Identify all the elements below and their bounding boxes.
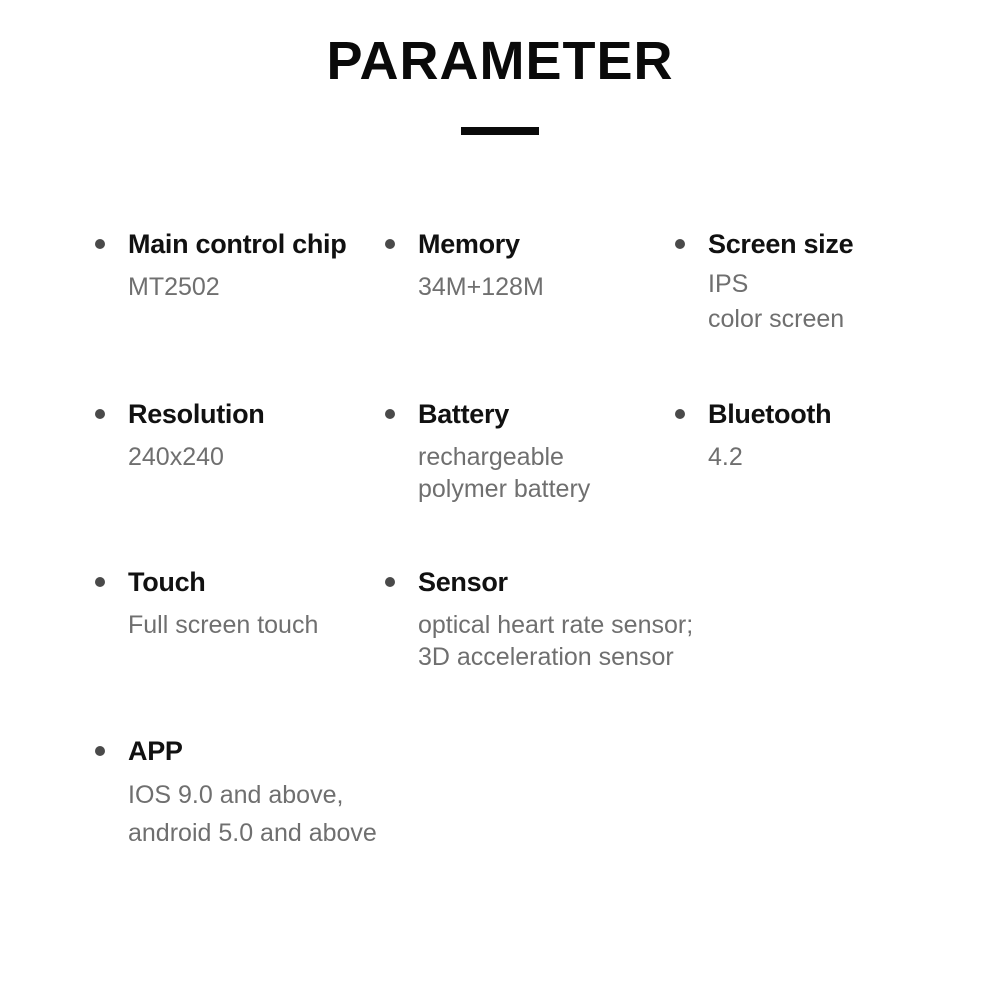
spec-label: Main control chip (128, 229, 347, 259)
spec-value: 34M+128M (418, 273, 544, 301)
spec-sensor (418, 565, 758, 673)
spec-memory (418, 227, 708, 303)
bullet-icon (95, 577, 105, 587)
spec-label: Sensor (418, 567, 508, 597)
spec-touch (128, 565, 418, 641)
spec-battery (418, 397, 708, 505)
bullet-icon (385, 409, 395, 419)
bullet-icon (95, 746, 105, 756)
spec-value: IOS 9.0 and above, android 5.0 and above (128, 781, 377, 847)
spec-main-control-chip (128, 227, 418, 303)
spec-screen-size (708, 227, 998, 337)
spec-value: Full screen touch (128, 611, 319, 639)
spec-resolution (128, 397, 418, 473)
spec-value: 240x240 (128, 443, 224, 471)
spec-value: MT2502 (128, 273, 220, 301)
spec-label: Touch (128, 567, 206, 597)
spec-value: IPS color screen (708, 270, 845, 333)
spec-value: rechargeable polymer battery (418, 443, 591, 503)
bullet-icon (675, 239, 685, 249)
spec-value: 4.2 (708, 443, 743, 471)
spec-label: APP (128, 736, 183, 766)
page-title: PARAMETER (326, 31, 674, 91)
spec-label: Battery (418, 399, 509, 429)
spec-app (128, 734, 448, 852)
spec-label: Resolution (128, 399, 265, 429)
spec-label: Screen size (708, 229, 854, 259)
bullet-icon (385, 239, 395, 249)
bullet-icon (675, 409, 685, 419)
title-underline (461, 127, 539, 135)
spec-bluetooth (708, 397, 998, 473)
bullet-icon (95, 239, 105, 249)
bullet-icon (385, 577, 395, 587)
spec-value: optical heart rate sensor; 3D acceleration sensor (418, 611, 694, 671)
spec-label: Bluetooth (708, 399, 832, 429)
bullet-icon (95, 409, 105, 419)
spec-label: Memory (418, 229, 520, 259)
